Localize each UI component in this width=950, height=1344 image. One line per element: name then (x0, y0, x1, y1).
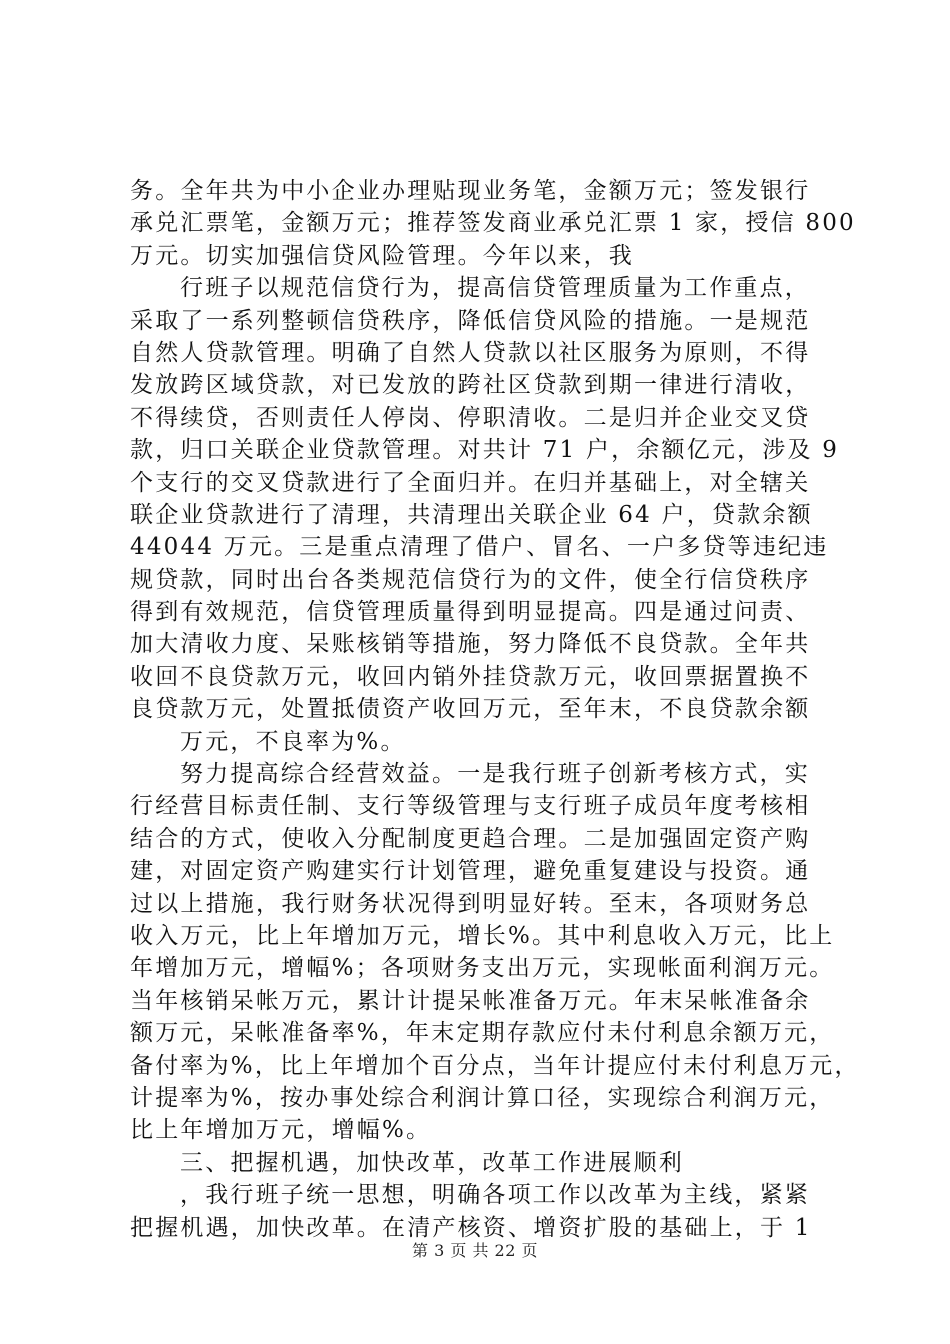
text-line: 采取了一系列整顿信贷秩序，降低信贷风险的措施。一是规范 (130, 307, 811, 334)
text-line: 过以上措施，我行财务状况得到明显好转。至末，各项财务总 (130, 890, 811, 917)
text-line: 三、把握机遇，加快改革，改革工作进展顺利 (180, 1149, 684, 1176)
text-line: 万元。切实加强信贷风险管理。今年以来，我 (130, 242, 634, 269)
text-line: 得到有效规范，信贷管理质量得到明显提高。四是通过问责、 (130, 599, 811, 626)
text-line: 44044 万元。三是重点清理了借户、冒名、一户多贷等违纪违 (130, 534, 829, 561)
text-line: 结合的方式，使收入分配制度更趋合理。二是加强固定资产购 (130, 825, 811, 852)
text-line: 不得续贷，否则责任人停岗、停职清收。二是归并企业交叉贷 (130, 404, 811, 431)
text-line: 把握机遇，加快改革。在清产核资、增资扩股的基础上，于 1 (130, 1214, 812, 1241)
text-line: 万元，不良率为%。 (180, 728, 406, 755)
text-line: 加大清收力度、呆账核销等措施，努力降低不良贷款。全年共 (130, 631, 811, 658)
text-line: 良贷款万元，处置抵债资产收回万元，至年末，不良贷款余额 (130, 696, 811, 723)
text-line: 当年核销呆帐万元，累计计提呆帐准备万元。年末呆帐准备余 (130, 987, 811, 1014)
body-text (130, 175, 860, 1244)
text-line: 联企业贷款进行了清理，共清理出关联企业 64 户，贷款余额 (130, 501, 813, 528)
text-line: 自然人贷款管理。明确了自然人贷款以社区服务为原则，不得 (130, 339, 811, 366)
text-line: 收入万元，比上年增加万元，增长%。其中利息收入万元，比上 (130, 922, 835, 949)
text-line: 额万元，呆帐准备率%，年末定期存款应付未付利息余额万元， (130, 1020, 835, 1047)
text-line: 个支行的交叉贷款进行了全面归并。在归并基础上，对全辖关 (130, 469, 811, 496)
text-line: 比上年增加万元，增幅%。 (130, 1117, 432, 1144)
text-line: 年增加万元，增幅%；各项财务支出万元，实现帐面利润万元。 (130, 955, 835, 982)
text-line: 收回不良贷款万元，收回内销外挂贷款万元，收回票据置换不 (130, 663, 811, 690)
page-footer: 第 3 页 共 22 页 (412, 1241, 538, 1260)
text-line: 发放跨区域贷款，对已发放的跨社区贷款到期一律进行清收， (130, 372, 811, 399)
text-line: 规贷款，同时出台各类规范信贷行为的文件，使全行信贷秩序 (130, 566, 811, 593)
text-line: 努力提高综合经营效益。一是我行班子创新考核方式，实 (180, 761, 810, 788)
text-line: 备付率为%，比上年增加个百分点，当年计提应付未付利息万元， (130, 1052, 860, 1079)
text-line: ，我行班子统一思想，明确各项工作以改革为主线，紧紧 (180, 1182, 810, 1209)
text-line: 款，归口关联企业贷款管理。对共计 71 户，余额亿元，涉及 9 (130, 437, 840, 464)
text-line: 承兑汇票笔，金额万元；推荐签发商业承兑汇票 1 家，授信 800 (130, 210, 856, 237)
text-line: 建，对固定资产购建实行计划管理，避免重复建设与投资。通 (130, 858, 811, 885)
text-line: 计提率为%，按办事处综合利润计算口径，实现综合利润万元， (130, 1084, 835, 1111)
text-line: 务。全年共为中小企业办理贴现业务笔，金额万元；签发银行 (130, 178, 811, 204)
text-line: 行经营目标责任制、支行等级管理与支行班子成员年度考核相 (130, 793, 811, 820)
text-line: 行班子以规范信贷行为，提高信贷管理质量为工作重点， (180, 275, 810, 302)
